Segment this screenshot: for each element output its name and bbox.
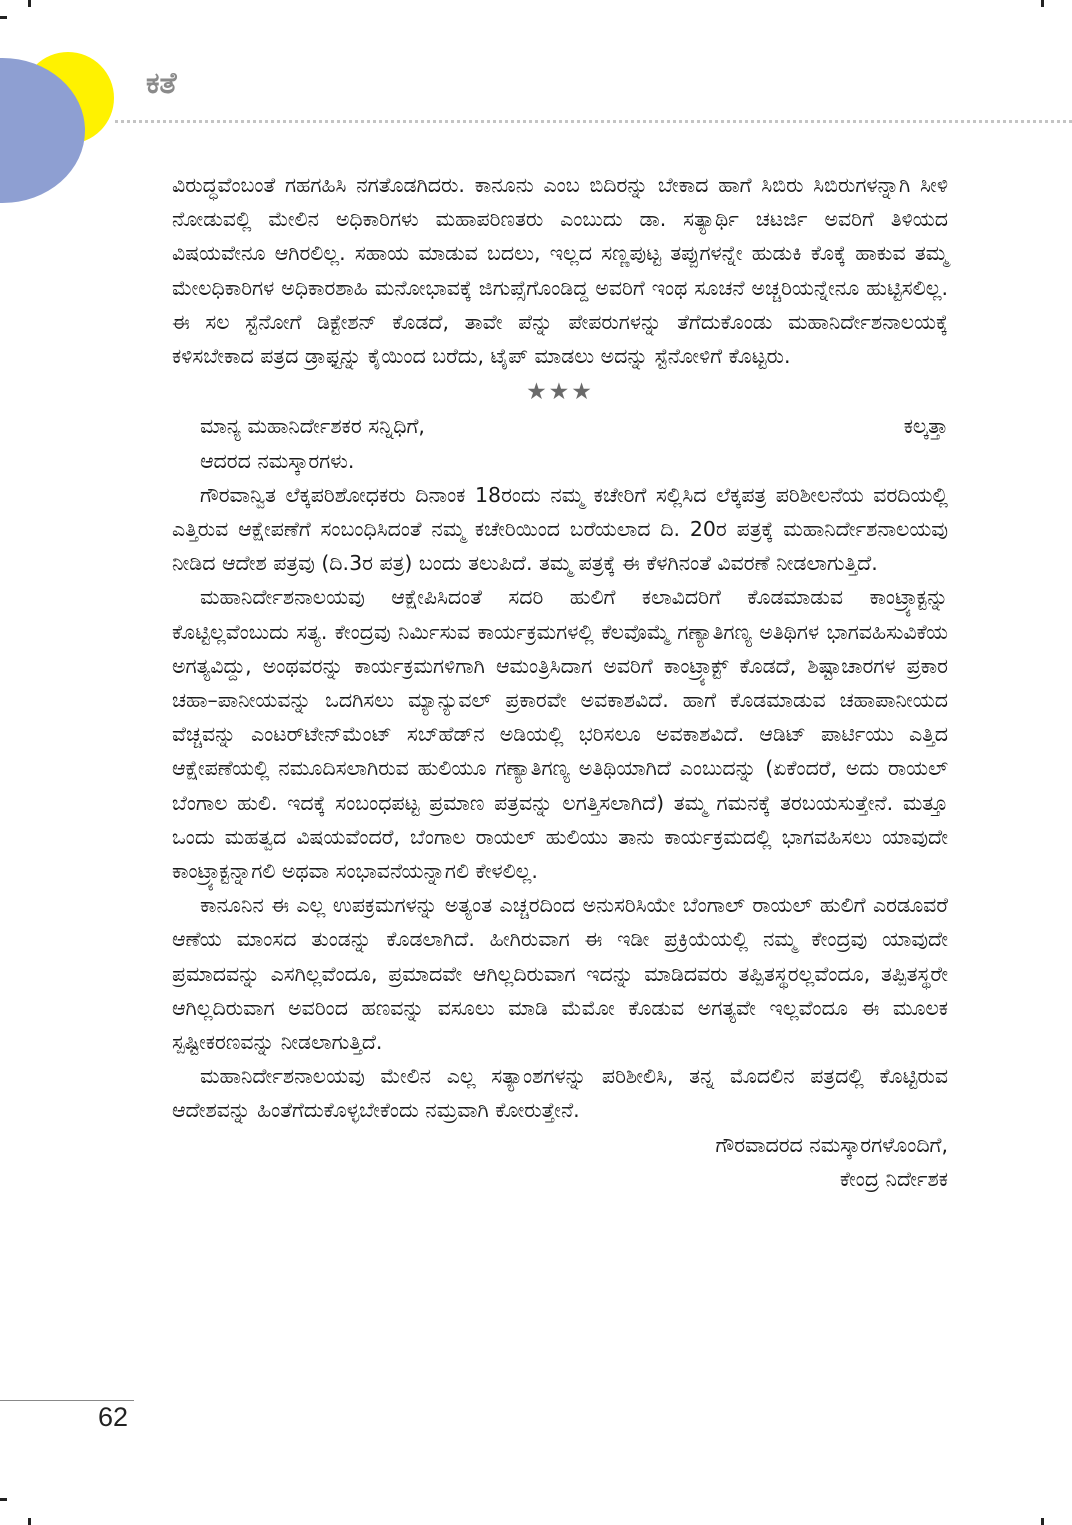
section-title: ಕತೆ bbox=[146, 66, 177, 101]
crop-mark-bottom-left bbox=[0, 1498, 7, 1501]
crop-mark-bottom-left-vertical bbox=[28, 1518, 31, 1525]
footer-rule bbox=[0, 1400, 134, 1401]
letter-place: ಕಲ್ಕತ್ತಾ bbox=[903, 414, 948, 439]
page-number: 62 bbox=[98, 1402, 129, 1432]
letter-signature: ಕೇಂದ್ರ ನಿರ್ದೇಶಕ bbox=[839, 1166, 948, 1191]
page-body bbox=[172, 168, 948, 1196]
letter-header bbox=[172, 409, 948, 443]
crop-mark-top-right-vertical bbox=[1041, 0, 1044, 7]
crop-mark-bottom-right-vertical bbox=[1041, 1518, 1044, 1525]
section-separator: ★★★ bbox=[526, 379, 594, 406]
crop-mark-top-left-vertical bbox=[28, 0, 31, 7]
paragraph-5: ಮಹಾನಿರ್ದೇಶನಾಲಯವು ಮೇಲಿನ ಎಲ್ಲ ಸತ್ಯಾಂಶಗಳನ್ನು ಪರಿಶೀಲಿಸಿ, ತನ್ನ ಮೊದಲಿನ ಪತ್ರದಲ್ಲಿ ಕೊಟ್ಟಿರುವ ಆದೇಶವನ್ನು ಹಿಂತೆಗೆದುಕೊಳ್ಳಬೇಕೆಂದು ನಮ್ರವಾಗಿ ಕೋರುತ್ತೇನೆ. bbox=[172, 1064, 948, 1123]
letter-closing: ಗೌರವಾದರದ ನಮಸ್ಕಾರಗಳೊಂದಿಗೆ, bbox=[715, 1132, 948, 1157]
letter-greeting: ಆದರದ ನಮಸ್ಕಾರಗಳು. bbox=[200, 448, 355, 473]
paragraph-1: ವಿರುದ್ಧವೆಂಬಂತೆ ಗಹಗಹಿಸಿ ನಗತೊಡಗಿದರು. ಕಾನೂನು ಎಂಬ ಬಿದಿರನ್ನು ಬೇಕಾದ ಹಾಗೆ ಸಿಬಿರು ಸಿಬಿರುಗಳನ್ನಾಗಿ ಸೀಳಿ ನೋಡುವಲ್ಲಿ ಮೇಲಿನ ಅಧಿಕಾರಿಗಳು ಮಹಾಪರಿಣತರು ಎಂಬುದು ಡಾ. ಸತ್ಯಾರ್ಥಿ ಚಟರ್ಜಿ ಅವರಿಗೆ ತಿಳಿಯದ ವಿಷಯವೇನೂ ಆಗಿರಲಿಲ್ಲ. ಸಹಾಯ ಮಾಡುವ ಬದಲು, ಇಲ್ಲದ ಸಣ್ಣಪುಟ್ಟ ತಪ್ಪುಗಳನ್ನೇ ಹುಡುಕಿ ಕೊಕ್ಕೆ ಹಾಕುವ ತಮ್ಮ ಮೇಲಧಿಕಾರಿಗಳ ಅಧಿಕಾರಶಾಹಿ ಮನೋಭಾವಕ್ಕೆ ಜಿಗುಪ್ಸೆಗೊಂಡಿದ್ದ ಅವರಿಗೆ ಇಂಥ ಸೂಚನೆ ಅಚ್ಚರಿಯನ್ನೇನೂ ಹುಟ್ಟಿಸಲಿಲ್ಲ. ಈ ಸಲ ಸ್ಟೆನೋಗೆ ಡಿಕ್ಟೇಶನ್ ಕೊಡದೆ, ತಾವೇ ಪೆನ್ನು ಪೇಪರುಗಳನ್ನು ತೆಗೆದುಕೊಂಡು ಮಹಾನಿರ್ದೇಶನಾಲಯಕ್ಕೆ ಕಳಿಸಬೇಕಾದ ಪತ್ರದ ಡ್ರಾಫ್ಟನ್ನು ಕೈಯಿಂದ ಬರೆದು, ಟೈಪ್ ಮಾಡಲು ಅದನ್ನು ಸ್ಟೆನೋಳಿಗೆ ಕೊಟ್ಟರು. bbox=[172, 173, 948, 369]
dotted-divider bbox=[115, 120, 1072, 123]
paragraph-2: ಗೌರವಾನ್ವಿತ ಲೆಕ್ಕಪರಿಶೋಧಕರು ದಿನಾಂಕ 18ರಂದು ನಮ್ಮ ಕಚೇರಿಗೆ ಸಲ್ಲಿಸಿದ ಲೆಕ್ಕಪತ್ರ ಪರಿಶೀಲನೆಯ ವರದಿಯಲ್ಲಿ ಎತ್ತಿರುವ ಆಕ್ಷೇಪಣೆಗೆ ಸಂಬಂಧಿಸಿದಂತೆ ನಮ್ಮ ಕಚೇರಿಯಿಂದ ಬರೆಯಲಾದ ದಿ. 20ರ ಪತ್ರಕ್ಕೆ ಮಹಾನಿರ್ದೇಶನಾಲಯವು ನೀಡಿದ ಆದೇಶ ಪತ್ರವು (ದಿ.3ರ ಪತ್ರ) ಬಂದು ತಲುಪಿದೆ. ತಮ್ಮ ಪತ್ರಕ್ಕೆ ಈ ಕೆಳಗಿನಂತೆ ವಿವರಣೆ ನೀಡಲಾಗುತ್ತಿದೆ. bbox=[172, 482, 948, 576]
crop-mark-top-left bbox=[0, 16, 7, 19]
paragraph-3: ಮಹಾನಿರ್ದೇಶನಾಲಯವು ಆಕ್ಷೇಪಿಸಿದಂತೆ ಸದರಿ ಹುಲಿಗೆ ಕಲಾವಿದರಿಗೆ ಕೊಡಮಾಡುವ ಕಾಂಟ್ರ್ಯಾಕ್ಟನ್ನು ಕೊಟ್ಟಿಲ್ಲವೆಂಬುದು ಸತ್ಯ. ಕೇಂದ್ರವು ನಿರ್ಮಿಸುವ ಕಾರ್ಯಕ್ರಮಗಳಲ್ಲಿ ಕೆಲವೊಮ್ಮೆ ಗಣ್ಯಾತಿಗಣ್ಯ ಅತಿಥಿಗಳ ಭಾಗವಹಿಸುವಿಕೆಯ ಅಗತ್ಯವಿದ್ದು, ಅಂಥವರನ್ನು ಕಾರ್ಯಕ್ರಮಗಳಿಗಾಗಿ ಆಮಂತ್ರಿಸಿದಾಗ ಅವರಿಗೆ ಕಾಂಟ್ರ್ಯಾಕ್ಟ್ ಕೊಡದೆ, ಶಿಷ್ಟಾಚಾರಗಳ ಪ್ರಕಾರ ಚಹಾ–ಪಾನೀಯವನ್ನು ಒದಗಿಸಲು ಮ್ಯಾನ್ಯುವಲ್ ಪ್ರಕಾರವೇ ಅವಕಾಶವಿದೆ. ಹಾಗೆ ಕೊಡಮಾಡುವ ಚಹಾಪಾನೀಯದ ವೆಚ್ಚವನ್ನು ಎಂಟರ್‌ಟೇನ್‌ಮೆಂಟ್ ಸಬ್‌ಹೆಡ್‌ನ ಅಡಿಯಲ್ಲಿ ಭರಿಸಲೂ ಅವಕಾಶವಿದೆ. ಆಡಿಟ್ ಪಾರ್ಟಿಯು ಎತ್ತಿದ ಆಕ್ಷೇಪಣೆಯಲ್ಲಿ ನಮೂದಿಸಲಾಗಿರುವ ಹುಲಿಯೂ ಗಣ್ಯಾತಿಗಣ್ಯ ಅತಿಥಿಯಾಗಿದೆ ಎಂಬುದನ್ನು (ಏಕೆಂದರೆ, ಅದು ರಾಯಲ್ ಬೆಂಗಾಲ ಹುಲಿ. ಇದಕ್ಕೆ ಸಂಬಂಧಪಟ್ಟ ಪ್ರಮಾಣ ಪತ್ರವನ್ನು ಲಗತ್ತಿಸಲಾಗಿದೆ) ತಮ್ಮ ಗಮನಕ್ಕೆ ತರಬಯಸುತ್ತೇನೆ. ಮತ್ತೂ ಒಂದು ಮಹತ್ವದ ವಿಷಯವೆಂದರೆ, ಬೆಂಗಾಲ ರಾಯಲ್ ಹುಲಿಯು ತಾನು ಕಾರ್ಯಕ್ರಮದಲ್ಲಿ ಭಾಗವಹಿಸಲು ಯಾವುದೇ ಕಾಂಟ್ರ್ಯಾಕ್ಟನ್ನಾಗಲಿ ಅಥವಾ ಸಂಭಾವನೆಯನ್ನಾಗಲಿ ಕೇಳಲಿಲ್ಲ. bbox=[172, 585, 948, 884]
paragraph-4: ಕಾನೂನಿನ ಈ ಎಲ್ಲ ಉಪಕ್ರಮಗಳನ್ನು ಅತ್ಯಂತ ಎಚ್ಚರದಿಂದ ಅನುಸರಿಸಿಯೇ ಬೆಂಗಾಲ್ ರಾಯಲ್ ಹುಲಿಗೆ ಎರಡೂವರೆ ಆಣೆಯ ಮಾಂಸದ ತುಂಡನ್ನು ಕೊಡಲಾಗಿದೆ. ಹೀಗಿರುವಾಗ ಈ ಇಡೀ ಪ್ರಕ್ರಿಯೆಯಲ್ಲಿ ನಮ್ಮ ಕೇಂದ್ರವು ಯಾವುದೇ ಪ್ರಮಾದವನ್ನು ಎಸಗಿಲ್ಲವೆಂದೂ, ಪ್ರಮಾದವೇ ಆಗಿಲ್ಲದಿರುವಾಗ ಇದನ್ನು ಮಾಡಿದವರು ತಪ್ಪಿತಸ್ಥರಲ್ಲವೆಂದೂ, ತಪ್ಪಿತಸ್ಥರೇ ಆಗಿಲ್ಲದಿರುವಾಗ ಅವರಿಂದ ಹಣವನ್ನು ವಸೂಲು ಮಾಡಿ ಮೆಮೋ ಕೊಡುವ ಅಗತ್ಯವೇ ಇಲ್ಲವೆಂದೂ ಈ ಮೂಲಕ ಸ್ಪಷ್ಟೀಕರಣವನ್ನು ನೀಡಲಾಗುತ್ತಿದೆ. bbox=[172, 893, 948, 1055]
letter-salutation: ಮಾನ್ಯ ಮಹಾನಿರ್ದೇಶಕರ ಸನ್ನಿಧಿಗೆ, bbox=[200, 414, 425, 439]
